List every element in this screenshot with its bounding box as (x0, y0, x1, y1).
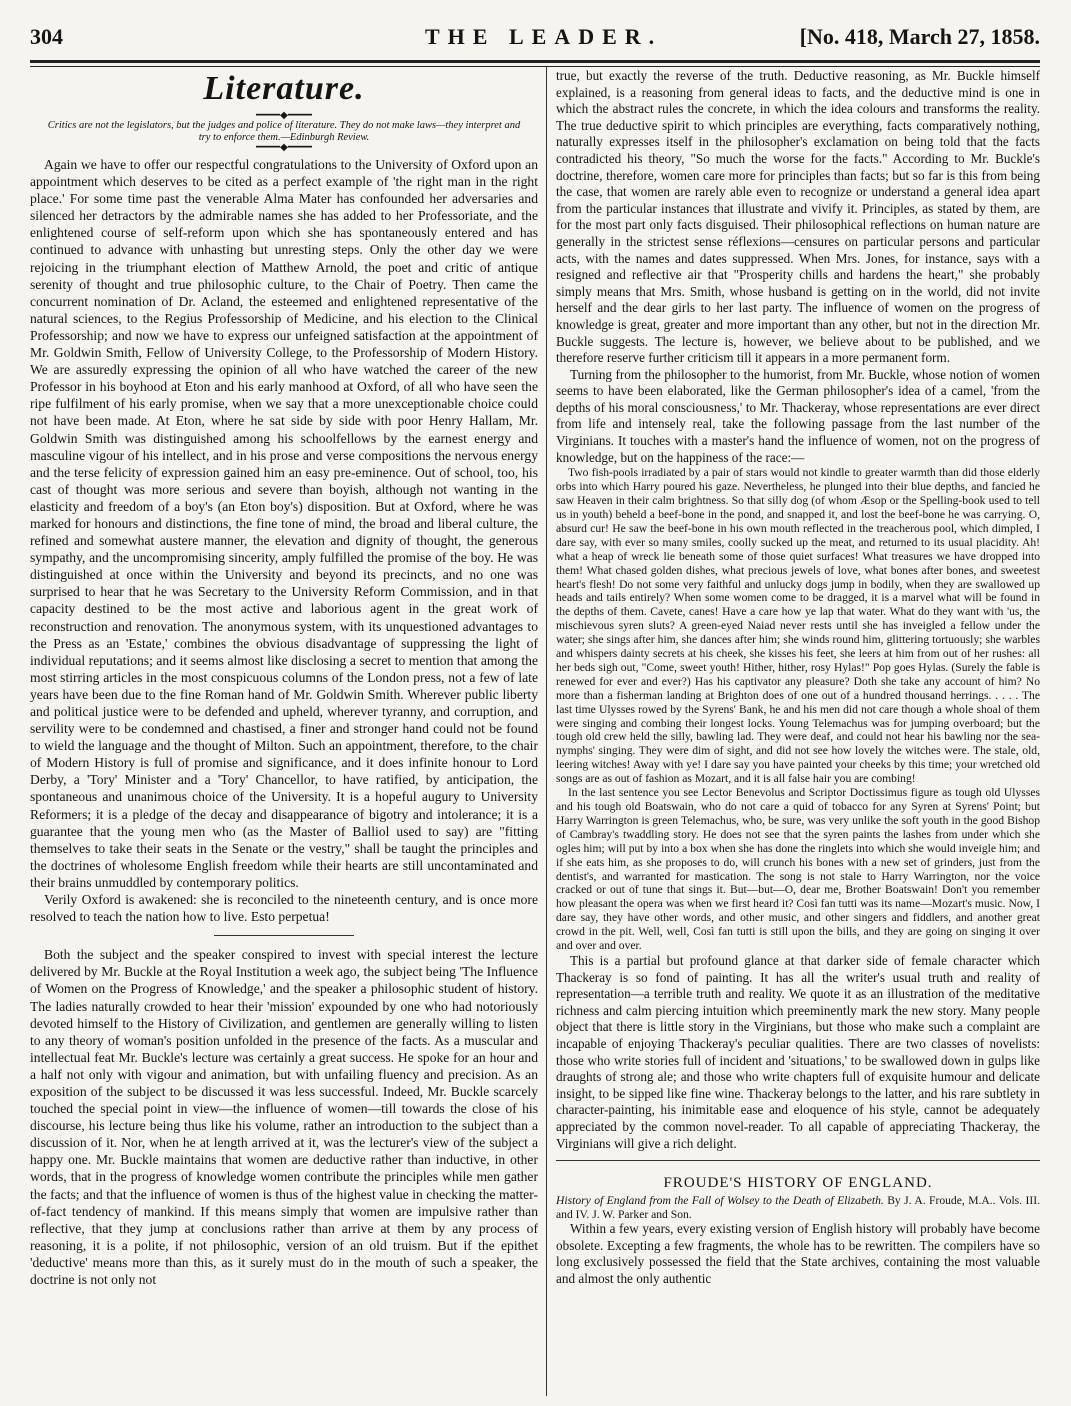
froude-bibliography (556, 1194, 1040, 1221)
section-title: Literature. (203, 70, 365, 107)
left-column (30, 68, 538, 1396)
virginians-quote-2: In the last sentence you see Lector Benevolus and Scriptor Doctissimus figure as tough old Ulysses and his tough old Boatswain, who do not care a quid of tobacco for any Syren at Syrens' Point; but Harry Warrington is green Telemachus, who, be sure, was very unlike the soft youth in the good Bishop of Cambray's twaddling story. He does not see that the syren paints the lashes from under which she ogles him; will put by into a box when she has done the ringlets into which she would inveigle him; and if she eats him, as she proposes to do, will crunch his bones with a new set of grinders, just from the dentist's, and warranted for mastication. The song is not stale to Harry Warrington, nor the voice cracked or out of tune that sings it. But—but—O, dear me, Brother Boatswain! Don't you remember how pleasant the opera was when we first heard it? Così fan tutti was its name—Mozart's music. Now, I dare say, they have other words, and other music, and other singers and fiddlers, and another great crowd in the pit. Well, well, Così fan tutti is still upon the bills, and they are going on singing it over and over and over. (556, 786, 1040, 953)
issue-line: [No. 418, March 27, 1858. (799, 24, 1040, 49)
page-number: 304 (30, 24, 63, 49)
right-column (556, 68, 1040, 1396)
ornament-bottom: ━━━━◆━━━━ (256, 142, 312, 153)
thackeray-comment: This is a partial but profound glance at that darker side of female character which Thackeray is so fond of painting. It has all the writer's usual truth and reality of representation—a terrible truth and reality. We quote it as an illustration of the meditative richness and calm piercing intuition which preeminently mark the new story. Many people object that there is little story in the Virginians, but those who make such a complaint are incapable of enjoying Thackeray's peculiar qualities. There are two classes of novelists: those who write stories full of incident and 'situations,' to be swallowed down in gulps like draughts of strong ale; and those who write chapters full of exquisite humour and delicate insight, to be sipped like fine wine. Thackeray belongs to the latter, and his rare subtlety in character-painting, his inimitable ease and eloquence of his style, cannot be adequately appreciated by the common novel-reader. To all capable of appreciating Thackeray, the Virginians will give a rich delight. (556, 952, 1040, 1151)
thackeray-intro: Turning from the philosopher to the humorist, from Mr. Buckle, whose notion of women seems to have been elaborated, like the German philosopher's idea of a camel, 'from the depths of his moral consciousness,' to Mr. Thackeray, whose representations are ever direct from life and intensely real, take the following passage from the last number of the Virginians. It touches with a master's hand the influence of women, not on the progress of knowledge, but on the happiness of the race:— (556, 366, 1040, 465)
oxford-paragraph-1: Again we have to offer our respectful congratulations to the University of Oxford upon an appointment which deserves to be cited as a perfect example of 'the right man in the right place.' For some time past the venerable Alma Mater has confounded her adversaries and silenced her detractors by the admirable names she has added to her Professoriate, and the enlightened course of self-reform upon which she has spontaneously entered and has continued to advance with unhasting but unresting steps. Only the other day we were rejoicing in the triumphant election of Matthew Arnold, the poet and critic of antique serenity of thought and true philosophic culture, to the Chair of Poetry. Then came the concurrent nomination of Dr. Acland, the esteemed and enlightened representative of the natural sciences, to the Regius Professorship of Medicine, and his election to the Clinical Professorship; and now we have to express our unfeigned satisfaction at the appointment of Mr. Goldwin Smith, Fellow of University College, to the Professorship of Modern History. We are assuredly expressing the opinion of all who have watched the career of the new Professor in his boyhood at Eton and his early manhood at Oxford, of all who have seen the ripe fulfilment of his early promise, when we say that a more unexceptionable choice could not have been made. At Eton, where he sat side by side with poor Henry Hallam, Mr. Goldwin Smith was distinguished among his schoolfellows by the earnest energy and masculine vigour of his intellect, and in his prose and verse compositions the nervous energy and the terse felicity of expression gained him an easy pre-eminence. Out of school, too, his cast of thought was more serious and severe than boyish, although not wanting in the elasticity and freedom of a boy's (an Eton boy's) disposition. But at Oxford, where he was marked for honours and distinctions, the fine tone of mind, the broad and liberal culture, the refined and somewhat austere manner, the elevation and dignity of thought, the generous sympathy, and the uncompromising sincerity, amply fulfilled the promise of the boy. He was distinguished at once within the University and beyond its precincts, and no one was surprised to hear that he was Secretary to the University Reform Commission, and in that capacity destined to be the most active and laborious agent in the great work of reconstruction and renovation. The anonymous system, with its unquestioned advantages to the Press as an 'Estate,' combines the obvious disadvantage of suppressing the light of individual reputations; and it seems almost like disclosing a secret to mention that among the most stirring articles in the most conspicuous columns of the London press, not a few of late years have been due to the fine Roman hand of Mr. Goldwin Smith. Wherever public liberty and political justice were to be defended and upheld, wherever tyranny, and corruption, and servility were to be condemned and chastised, a finer and stronger hand could not be found to wield the language and the thought of Milton. Such an appointment, therefore, to the chair of Modern History is full of promise and significance, and it does infinite honour to Lord Derby, a 'Tory' Minister and a 'Tory' Chancellor, to have ratified, by anticipation, the spontaneous and unanimous choice of the University. It is a hopeful augury to University Reformers; it is a pledge of the decay and disappearance of bigotry and intolerance; it is a guarantee that the young men who (as the Master of Balliol used to say) are "fitting themselves to take their seats in the Senate or the vestry," shall be taught the principles and the doctrines of wholesome English freedom while their hearts are still uncontaminated and their brains unmuddled by contemporary politics. (30, 157, 538, 890)
header-rule-thick (30, 60, 1040, 63)
froude-opening: Within a few years, every existing version of English history will probably have become obsolete. Excepting a few fragments, the whole has to be rewritten. The compilers have so long exclusively possessed the field that the State archives, containing the most valuable and almost the only authentic (556, 1221, 1040, 1286)
froude-author: By J. A. Froude, M.A.. Vols. III. and IV. (556, 1194, 1040, 1221)
froude-divider (556, 1160, 1040, 1161)
froude-title: FROUDE'S HISTORY OF ENGLAND. (663, 1175, 933, 1192)
page-header (30, 24, 1040, 58)
column-rule (546, 66, 547, 1396)
oxford-paragraph-2: Verily Oxford is awakened: she is reconciled to the nineteenth century, and is once more resolved to teach the nation how to live. Esto perpetua! (30, 892, 538, 925)
froude-book-title: History of England from the Fall of Wolsey to the Death of Elizabeth. (556, 1194, 884, 1208)
header-rule-thin (30, 66, 1040, 67)
virginians-quote-1: Two fish-pools irradiated by a pair of stars would not kindle to greater warmth than did those elderly orbs into which Harry poured his gaze. Nevertheless, he plunged into their blue depths, and fancied he saw Heaven in their calm brightness. So that silly dog (of whom Æsop or the Spelling-book used to tell us in youth) beheld a beef-bone in the pond, and snapped it, and lost the beef-bone he was carrying. O, absurd cur! He saw the beef-bone in his own mouth reflected in the treacherous pool, which dimpled, I dare say, with ever so many smiles, coolly sucked up the meat, and returned to its usual placidity. Ah! what a heap of wreck lie beneath some of those quiet surfaces! What treasures we have dropped into them! What chased golden dishes, what precious jewels of love, what bones after bones, and sweetest heart's flesh! Do not some very faithful and unlucky dogs jump in bodily, when they are swallowed up heads and tails entirely? When some women come to be dragged, it is a marvel what will be found in the depths of them. Cavete, canes! Have a care how ye lap that water. What do they want with 'us, the mischievous syren sluts? A green-eyed Naiad never rests until she has inveigled a fellow under the water; she sings after him, she dances after him; she winds round him, glittering tortuously; she warbles and whispers dainty secrets at his cheek, she kisses his feet, she leers at him from out of her rushes: all her beds sigh out, "Come, sweet youth! Hither, hither, rosy Hylas!" Pop goes Hylas. (Surely the fable is renewed for ever and ever?) Has his captivator any pleasure? Doth she take any account of him? No more than a fisherman landing at Brighton does of one out of a hundred thousand herrings. . . . . The last time Ulysses rowed by the Syrens' Bank, he and his men did not care though a whole shoal of them were singing and combing their longest locks. Young Telemachus was for jumping overboard; but the tough old crew held the silly, bawling lad. They were deaf, and could not hear his bawling nor the sea-nymphs' singing. They were dim of sight, and did not see how lovely the witches were. The stale, old, leering witches! Away with ye! I dare say you have painted your cheeks by this time; your wretched old songs are as out of fashion as Mozart, and it is all false hair you are combing! (556, 466, 1040, 786)
buckle-continuation: true, but exactly the reverse of the truth. Deductive reasoning, as Mr. Buckle himself explained, is a reasoning from general ideas to facts, and the deductive mind is one in which the abstract rules the concrete, in which the idea colours and transforms the reality. The true deductive spirit to which principles are everything, facts comparatively nothing, naturally expresses itself in the philosopher's exclamation on being told that the facts contradicted his theory, "So much the worse for the facts." According to Mr. Buckle's doctrine, therefore, women care more for principles than facts; but so far is this from being the case, that women are rarely able even to recognize or understand a general idea apart from the particular instances that illustrate and vivify it. Principles, as stated by them, are for the most part only facts disguised. Their philosophical reflections on human nature are generally in the strictest sense réflexions—censures on particular persons and particular acts, with the names and dates suppressed. When Mrs. Jones, for instance, says with a resigned and reflective air that "Prosperity chills and hardens the heart," she probably simply means that Mrs. Smith, whose husband is getting on in the world, did not invite herself and the dear girls to her last party. The influence of women on the progress of knowledge is great, greater and more important than any other, but not in the direction Mr. Buckle suggests. The lecture is, however, we believe about to be published, and we therefore reserve further criticism till it appears in a more permanent form. (556, 68, 1040, 366)
ornament-top: ━━━━◆━━━━ (256, 110, 312, 121)
masthead-title: THE LEADER. (425, 24, 663, 49)
section-motto: Critics are not the legislators, but the judges and police of literature. They do not make laws—they interpret and try to enforce them.—Edinburgh Review. (47, 120, 521, 143)
section-divider (214, 935, 354, 936)
froude-publisher: J. W. Parker and Son. (592, 1207, 692, 1221)
buckle-paragraph: Both the subject and the speaker conspired to invest with special interest the lecture delivered by Mr. Buckle at the Royal Institution a week ago, the subject being 'The Influence of Women on the Progress of Knowledge,' and the speaker a philosophic student of history. The ladies naturally crowded to hear their 'mission' expounded by one who had notoriously devoted himself to the History of Civilization, and gentlemen are generally willing to listen to any theory of woman's position unfolded in the presence of the facts. As a muscular and intellectual feat Mr. Buckle's lecture was certainly a great success. He spoke for an hour and a half not only with vigour and animation, but with unfailing fluency and precision. As an exposition of the subject to be discussed it was less successful. Indeed, Mr. Buckle scarcely touched the special point in view—the influence of women—till towards the close of his discourse, his lecture being thus like his volume, rather an introduction to the subject than a discussion of it. Nor, when he at length arrived at it, was the lecturer's view of the subject a happy one. Mr. Buckle maintains that women are deductive rather than inductive, in other words, that in the progress of knowledge women contribute the principles while men gather the facts; and that the influence of women is thus of the highest value in checking the matter-of-fact tendency of mankind. If this means simply that women are impulsive rather than reflective, that they jump at conclusions rather than arrive at them by any process of reasoning, it is a polite, if not philosophic, version of an old truism. But if the epithet 'deductive' means more than this, as it surely must do in the mouth of such a speaker, the doctrine is not only not (30, 947, 538, 1287)
